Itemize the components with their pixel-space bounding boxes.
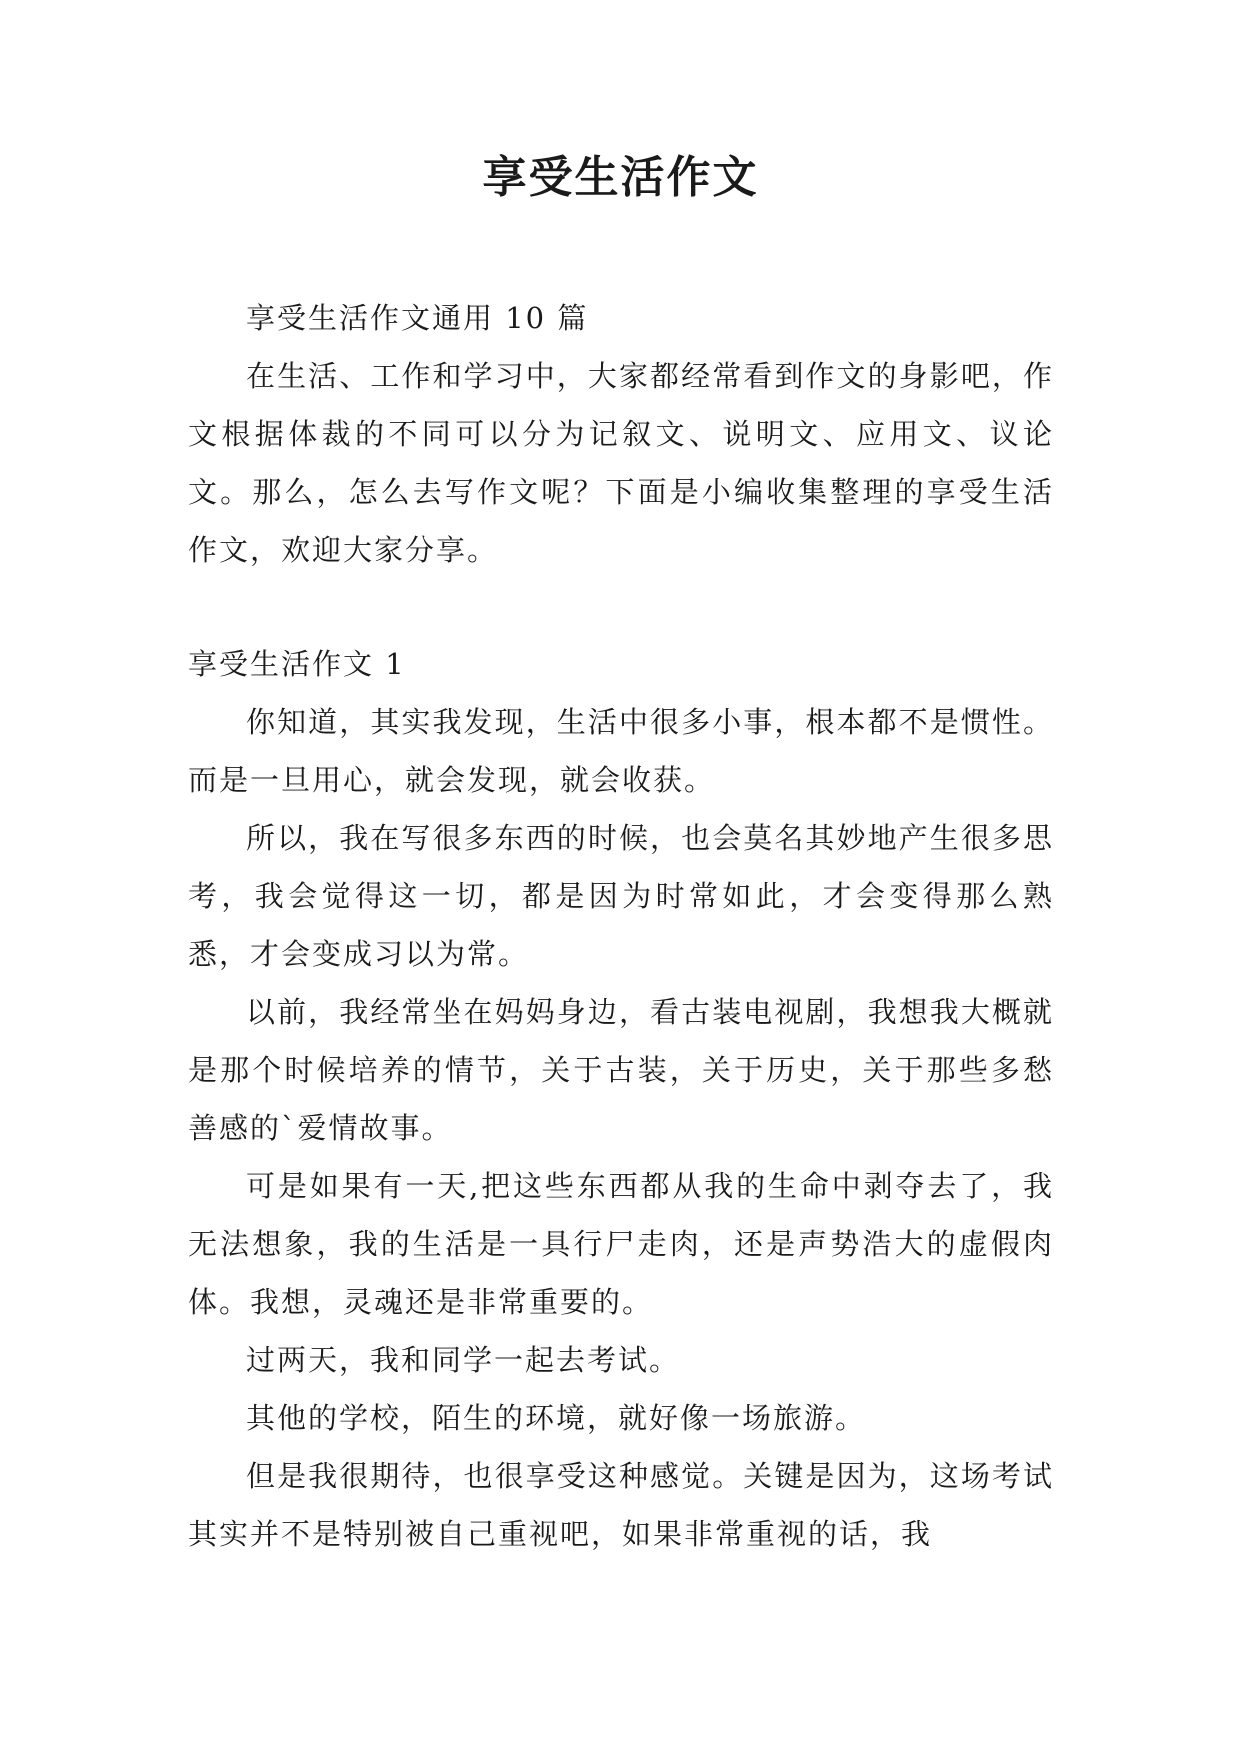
intro-paragraph: 在生活、工作和学习中，大家都经常看到作文的身影吧，作文根据体裁的不同可以分为记叙文、说明文、应用文、议论文。那么，怎么去写作文呢？下面是小编收集整理的享受生活作文，欢迎大家分享。	[188, 359, 1054, 567]
body-paragraph: 可是如果有一天,把这些东西都从我的生命中剥夺去了，我无法想象，我的生活是一具行尸走肉，还是声势浩大的虚假肉体。我想，灵魂还是非常重要的。	[188, 1169, 1054, 1319]
document-subtitle: 享受生活作文通用 10 篇	[246, 301, 589, 335]
document-body	[188, 289, 1054, 1563]
body-paragraph: 所以，我在写很多东西的时候，也会莫名其妙地产生很多思考，我会觉得这一切，都是因为时常如此，才会变得那么熟悉，才会变成习以为常。	[188, 821, 1054, 971]
document-title: 享受生活作文	[482, 152, 759, 203]
body-paragraph: 其他的学校，陌生的环境，就好像一场旅游。	[246, 1401, 867, 1435]
body-paragraph: 以前，我经常坐在妈妈身边，看古装电视剧，我想我大概就是那个时候培养的情节，关于古装，关于历史，关于那些多愁善感的`爱情故事。	[188, 995, 1054, 1145]
body-paragraph: 但是我很期待，也很享受这种感觉。关键是因为，这场考试其实并不是特别被自己重视吧，如果非常重视的话，我	[188, 1459, 1054, 1551]
body-paragraph: 你知道，其实我发现，生活中很多小事，根本都不是惯性。而是一旦用心，就会发现，就会收获。	[188, 705, 1054, 797]
section-heading: 享受生活作文 1	[188, 647, 406, 681]
body-paragraph: 过两天，我和同学一起去考试。	[246, 1343, 681, 1377]
